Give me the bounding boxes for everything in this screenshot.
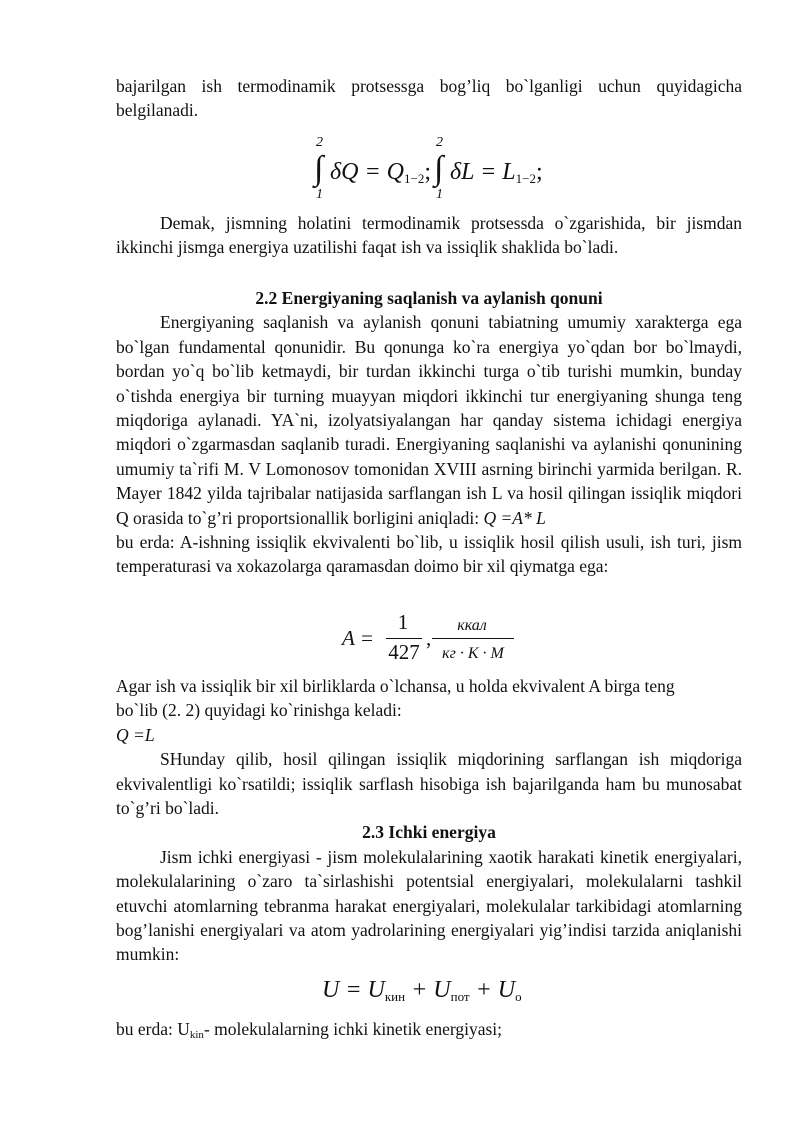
section-heading: 2.3 Ichki energiya xyxy=(362,822,496,843)
section-heading: 2.2 Energiyaning saqlanish va aylanish qonuni xyxy=(255,288,603,308)
section-units: Agar ish va issiqlik bir xil birliklarda o`lchansa, u holda ekvivalent A birga teng bo`lib (2. 2) quyidagi ko`rinishga keladi: Q =L SHunday qilib, hosil qilingan issiqlik miqdorining sarflangan ish miqdoriga ekvivalentligi ko`rsatildi; issiqlik sarflash hisobiga ish bajarilganda ham bu munosabat to`g’ri bo`ladi. 2.3 Ichki energiya Jism ichki energiyasi - jism molekulalarining xaotik harakati kinetik energiyalari, molekulalarining o`zaro ta`sirlashishi potentsial energiyalari, molekulalarni tashkil etuvchi atomlarning tebranma harakat energiyalari, molekulalar tarkibidagi atomlarning bog’lanishi energiyalari va atom yadrolarining energiyalari yig’indisi tarzida aniqlanishi mumkin: xyxy=(116,674,742,967)
formula-equivalent: A = 1 427 , ккал кг · К · М xyxy=(342,614,542,664)
section-2-2 xyxy=(116,286,742,579)
formula-internal-energy: $U = U_{кин} + U_{пот} + U_o$ xyxy=(322,977,522,1004)
integral-sign: ∫ xyxy=(434,150,444,187)
paragraph-demak: Demak, jismning holatini termodinamik protsessda o`zgarishida, bir jismdan ikkinchi jismga energiya uzatilishi faqat ish va issiqlik shaklida bo`ladi. xyxy=(116,213,742,258)
paragraph-law: Energiyaning saqlanish va aylanish qonuni tabiatning umumiy xarakterga ega bo`lgan fundamental qonunidir. Bu qonunga ko`ra energiya yo`qdan bor bo`lmaydi, bordan yo`q bo`lib ketmaydi, bir turdan ikkinchi turga o`tib turishi mumkin, bunday o`tishda energiya bir turning muayyan miqdori ikkinchi tur energiyaning shunga teng miqdoriga aylanadi. YA`ni, izolyatsiyalangan har qanday sistema ichidagi energiya miqdori o`zgarmasdan saqlanib turadi. Energiyaning saqlanishi va aylanishi qonunining umumiy ta`rifi M. V Lomonosov tomonidan XVIII asrning birinchi yarmida berilgan. R. Mayer 1842 yilda tajribalar natijasida sarflangan ish L va hosil qilingan issiqlik miqdori Q orasida to`g’ri proportsionallik borligini aniqladi: Q =A* L xyxy=(116,312,742,528)
formula-integrals: 2 ∫ 1 $\delta Q = Q_{1-2}$; 2 ∫ 1 $\delta L = L_{1-2}$; xyxy=(314,135,543,202)
paragraph-equivalent: bu erda: A-ishning issiqlik ekvivalenti bo`lib, u issiqlik hosil qilish usuli, ish turi, jism temperaturasi va xokazolarga qaramasdan doimo bir xil qiymatga ega: xyxy=(116,532,742,577)
fraction-bar xyxy=(386,638,422,639)
fraction-bar xyxy=(432,638,514,639)
integral-sign: ∫ xyxy=(314,150,324,187)
paragraph-definition: bu erda: Ukin- molekulalarning ichki kinetik energiyasi; xyxy=(116,1019,503,1041)
paragraph-intro: bajarilgan ish termodinamik protsessga bog’liq bo`lganligi uchun quyidagicha belgilanadi. xyxy=(116,76,742,121)
paragraph-internal-energy: Jism ichki energiyasi - jism molekulalarining xaotik harakati kinetik energiyalari, molekulalarining o`zaro ta`sirlashishi potentsial energiyalari, molekulalarni tashkil etuvchi atomlarning tebranma harakat energiyalari, molekulalar tarkibidagi atomlarning bog’lanishi energiyalari va atom yadrolarining energiyalari yig’indisi tarzida aniqlanishi mumkin: xyxy=(116,846,742,965)
paragraph-shunday: SHunday qilib, hosil qilingan issiqlik miqdorining sarflangan ish miqdoriga ekvivalentligi ko`rsatildi; issiqlik sarflash hisobiga ish bajarilganda ham bu munosabat to`g’ri bo`ladi. xyxy=(116,749,742,819)
